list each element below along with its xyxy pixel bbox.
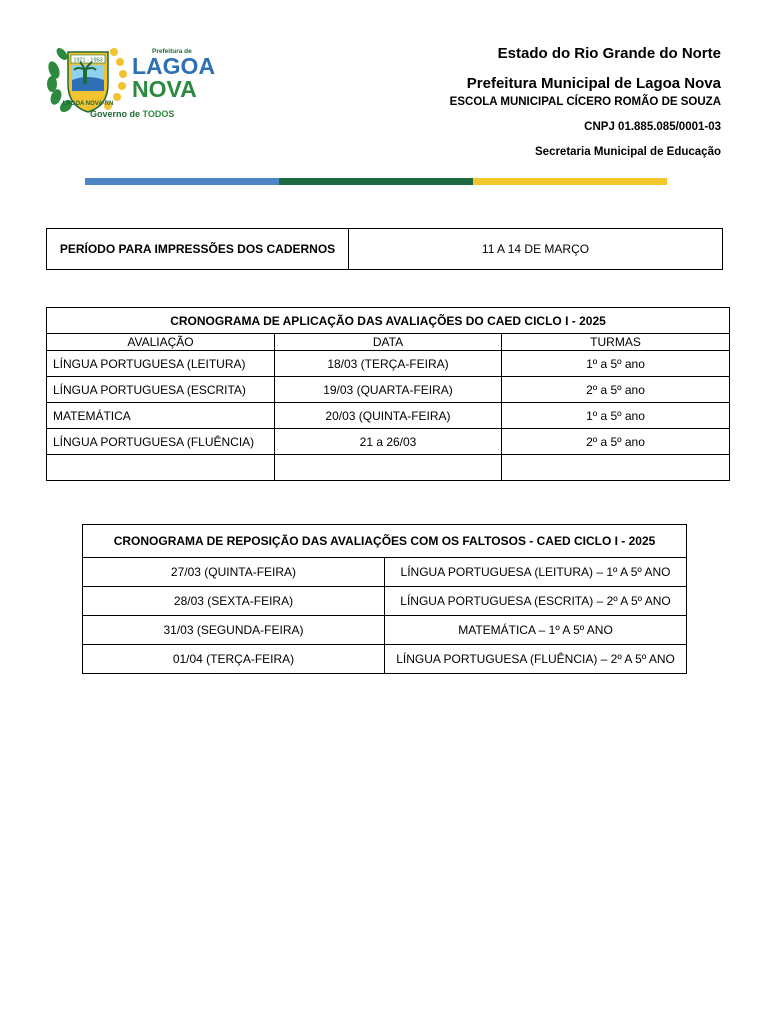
makeup-date-cell: 27/03 (QUINTA-FEIRA) [83, 558, 385, 587]
state-name: Estado do Rio Grande do Norte [497, 45, 721, 62]
assessment-schedule-table [46, 307, 730, 481]
lagoa-nova-emblem-icon [44, 40, 229, 122]
schedule-title: CRONOGRAMA DE APLICAÇÃO DAS AVALIAÇÕES DO CAED CICLO I - 2025 [47, 308, 730, 334]
print-period-table [46, 228, 723, 270]
table-row [47, 429, 730, 455]
makeup-assessment-cell: MATEMÁTICA – 1º A 5º ANO [385, 616, 687, 645]
school-name: ESCOLA MUNICIPAL CÍCERO ROMÃO DE SOUZA [449, 96, 721, 108]
table-row [83, 558, 687, 587]
date-cell: 21 a 26/03 [275, 429, 502, 455]
date-cell: 19/03 (QUARTA-FEIRA) [275, 377, 502, 403]
color-bar-blue [85, 178, 279, 185]
assessment-cell: LÍNGUA PORTUGUESA (ESCRITA) [47, 377, 275, 403]
makeup-assessment-cell: LÍNGUA PORTUGUESA (LEITURA) – 1º A 5º ANO [385, 558, 687, 587]
assessment-cell: MATEMÁTICA [47, 403, 275, 429]
prefecture-logo [44, 40, 229, 122]
table-row [47, 351, 730, 377]
makeup-assessment-cell: LÍNGUA PORTUGUESA (FLUÊNCIA) – 2º A 5º ANO [385, 645, 687, 674]
print-period-value: 11 A 14 DE MARÇO [349, 229, 723, 270]
color-bar-divider [85, 178, 667, 185]
svg-text:LAGOA NOVA-RN: LAGOA NOVA-RN [62, 101, 114, 107]
table-row [83, 645, 687, 674]
logo-brand-line2: NOVA [132, 76, 197, 102]
prefecture-name: Prefeitura Municipal de Lagoa Nova [466, 75, 721, 92]
logo-tagline: Governo de TODOS [90, 109, 175, 119]
classes-cell [502, 455, 730, 481]
assessment-cell: LÍNGUA PORTUGUESA (LEITURA) [47, 351, 275, 377]
column-header-date: DATA [275, 334, 502, 351]
table-row [83, 616, 687, 645]
cnpj: CNPJ 01.885.085/0001-03 [584, 121, 721, 133]
table-row [47, 377, 730, 403]
logo-brand-line1: LAGOA [132, 53, 216, 79]
date-cell: 20/03 (QUINTA-FEIRA) [275, 403, 502, 429]
secretariat-name: Secretaria Municipal de Educação [535, 146, 721, 158]
color-bar-yellow [473, 178, 667, 185]
svg-text:1921 - 1953: 1921 - 1953 [73, 57, 103, 64]
makeup-title: CRONOGRAMA DE REPOSIÇÃO DAS AVALIAÇÕES COM OS FALTOSOS - CAED CICLO I - 2025 [83, 525, 687, 558]
date-cell [275, 455, 502, 481]
makeup-date-cell: 31/03 (SEGUNDA-FEIRA) [83, 616, 385, 645]
column-header-classes: TURMAS [502, 334, 730, 351]
classes-cell: 1º a 5º ano [502, 351, 730, 377]
makeup-assessment-cell: LÍNGUA PORTUGUESA (ESCRITA) – 2º A 5º ANO [385, 587, 687, 616]
assessment-cell: LÍNGUA PORTUGUESA (FLUÊNCIA) [47, 429, 275, 455]
table-row [47, 403, 730, 429]
classes-cell: 1º a 5º ano [502, 403, 730, 429]
logo-small-text: Prefeitura de [152, 48, 192, 55]
makeup-date-cell: 28/03 (SEXTA-FEIRA) [83, 587, 385, 616]
table-row-empty [47, 455, 730, 481]
makeup-date-cell: 01/04 (TERÇA-FEIRA) [83, 645, 385, 674]
column-header-assessment: AVALIAÇÃO [47, 334, 275, 351]
table-row [83, 587, 687, 616]
assessment-cell [47, 455, 275, 481]
classes-cell: 2º a 5º ano [502, 429, 730, 455]
color-bar-green [279, 178, 473, 185]
print-period-label: PERÍODO PARA IMPRESSÕES DOS CADERNOS [47, 229, 349, 270]
date-cell: 18/03 (TERÇA-FEIRA) [275, 351, 502, 377]
classes-cell: 2º a 5º ano [502, 377, 730, 403]
letterhead [361, 44, 721, 159]
makeup-schedule-table [82, 524, 687, 674]
